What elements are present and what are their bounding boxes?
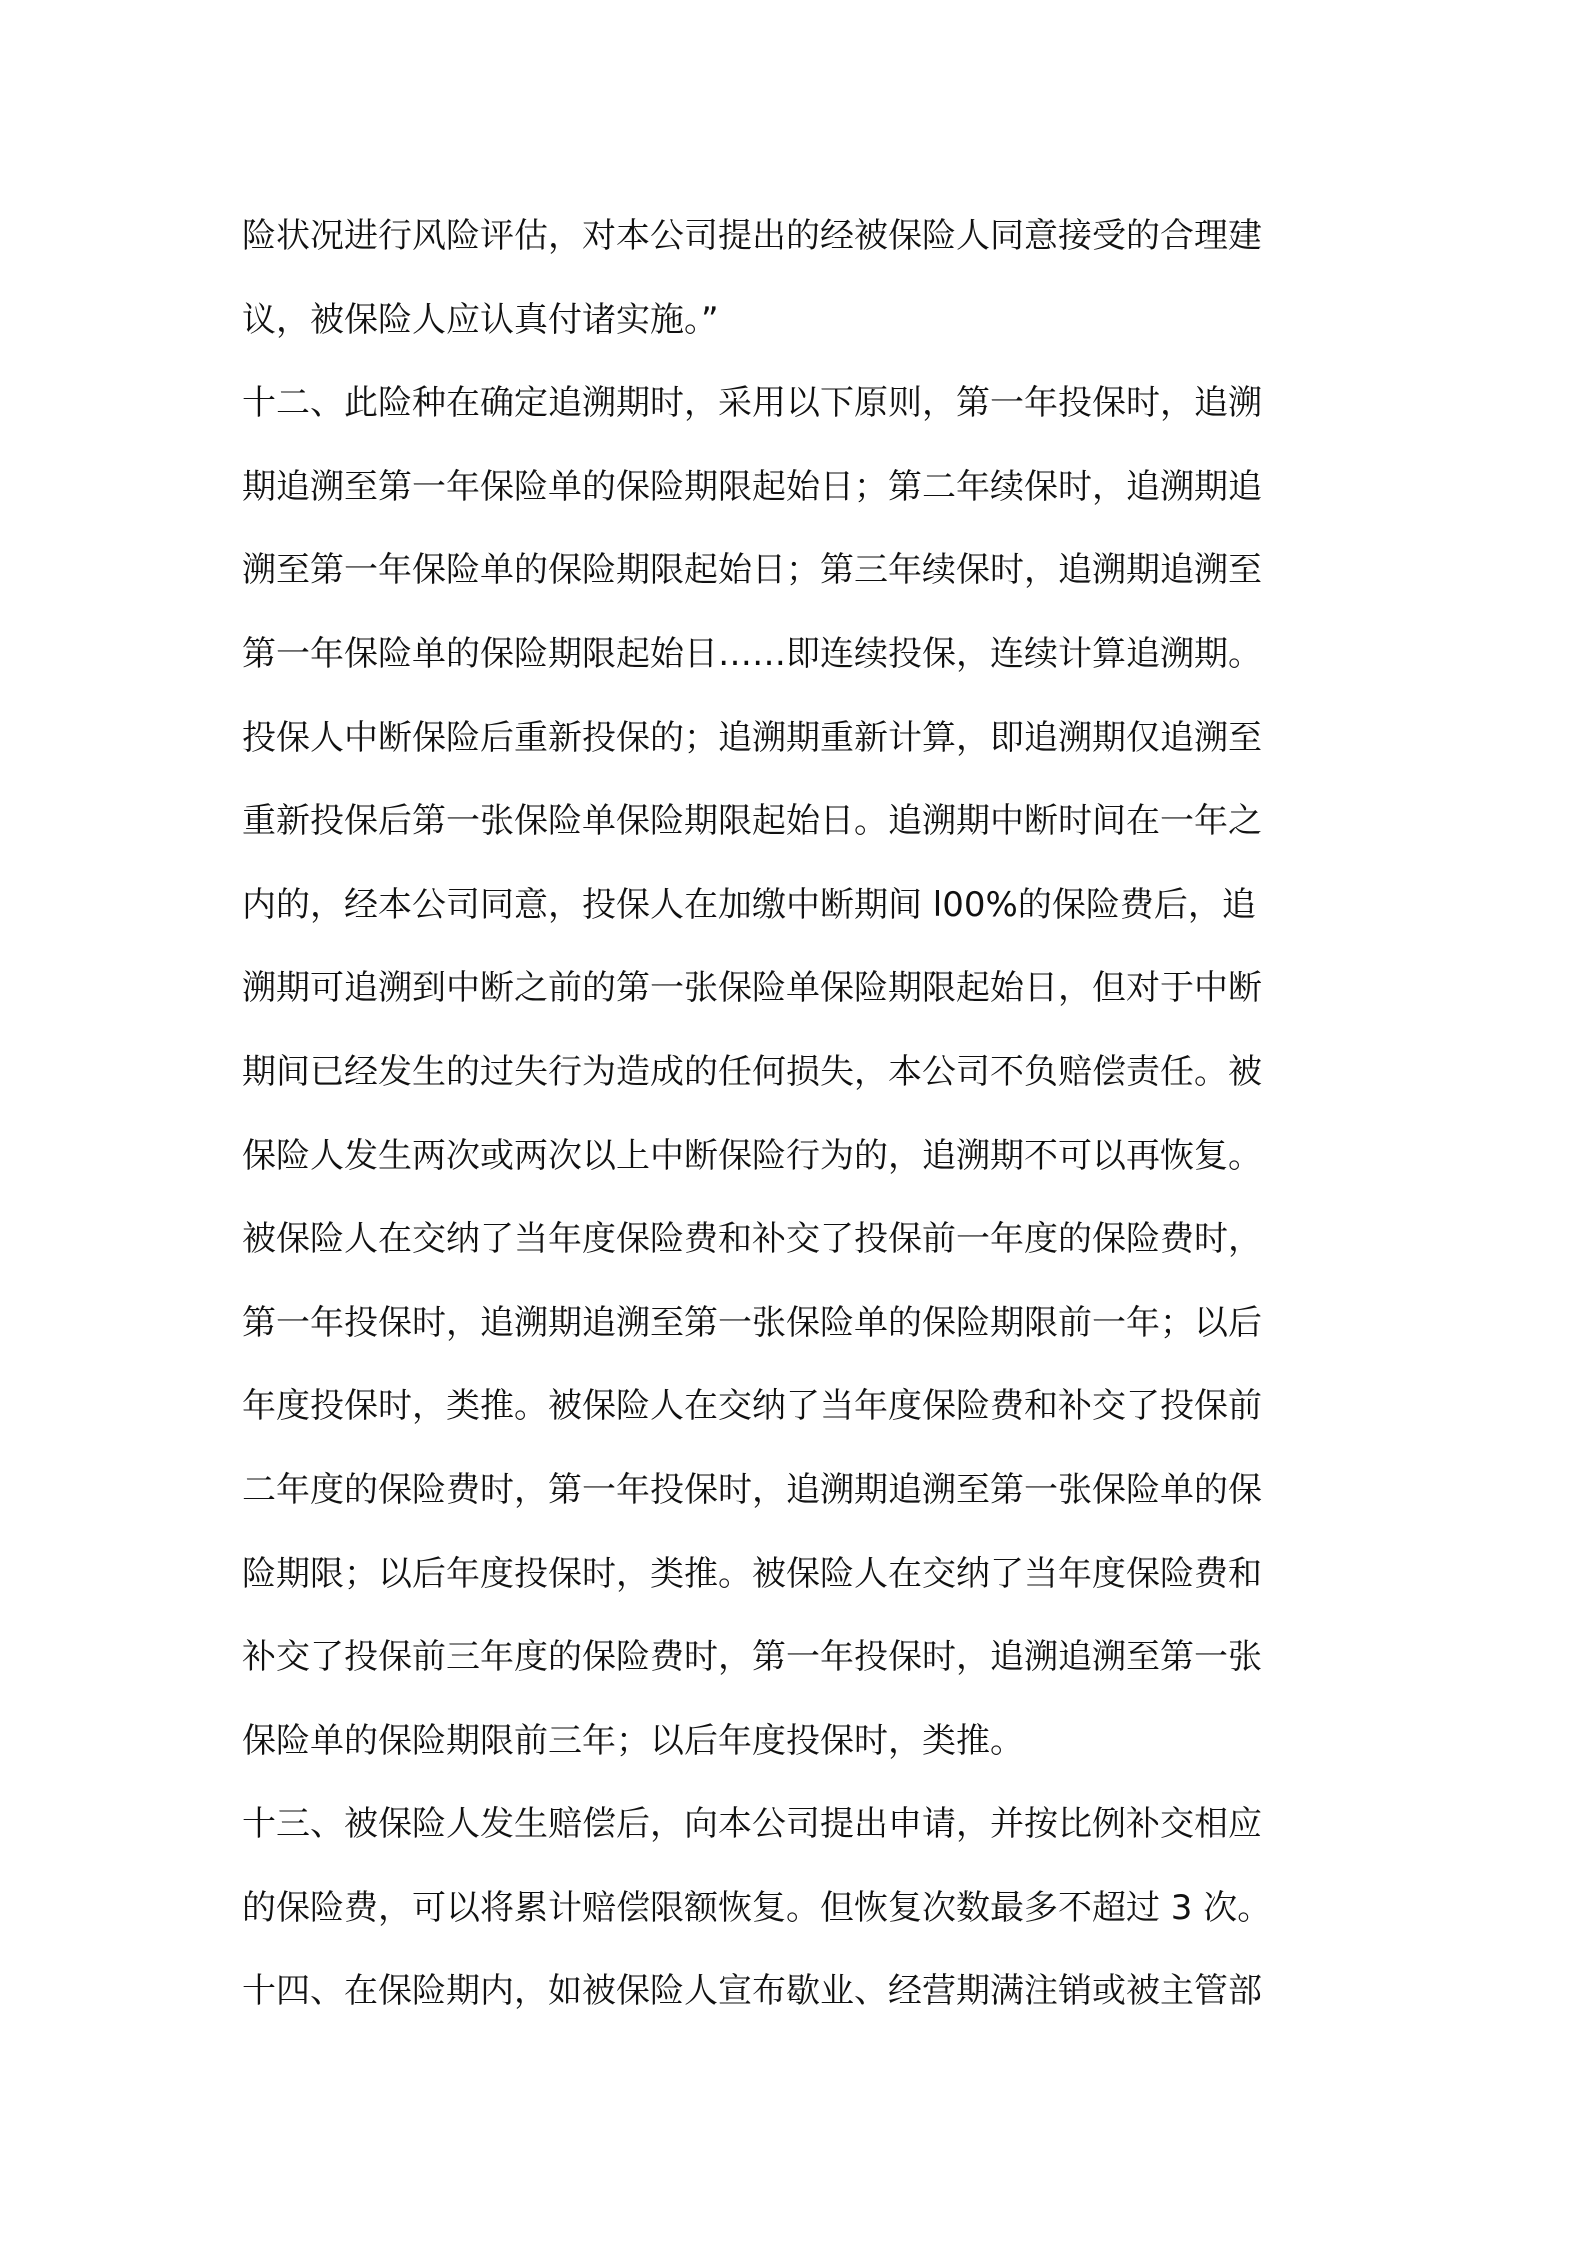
text-line: 溯至第一年保险单的保险期限起始日；第三年续保时，追溯期追溯至: [242, 550, 1262, 591]
clause-12-heading-line: 十二、此险种在确定追溯期时，采用以下原则，第一年投保时，追溯: [242, 383, 1262, 424]
text-line: 第一年保险单的保险期限起始日……即连续投保，连续计算追溯期。: [242, 633, 1262, 674]
text-line: 险状况进行风险评估，对本公司提出的经被保险人同意接受的合理建: [242, 216, 1262, 256]
text-line: 内的，经本公司同意，投保人在加缴中断期间 l00%的保险费后，追: [242, 884, 1256, 925]
clause-13-heading-line: 十三、被保险人发生赔偿后，向本公司提出申请，并按比例补交相应: [242, 1804, 1262, 1845]
text-line: 年度投保时，类推。被保险人在交纳了当年度保险费和补交了投保前: [242, 1386, 1262, 1427]
text-line: 期间已经发生的过失行为造成的任何损失，本公司不负赔偿责任。被: [242, 1051, 1262, 1092]
text-line: 期追溯至第一年保险单的保险期限起始日；第二年续保时，追溯期追: [242, 466, 1262, 507]
text-line: 保险人发生两次或两次以上中断保险行为的，追溯期不可以再恢复。: [242, 1135, 1262, 1176]
text-line: 险期限；以后年度投保时，类推。被保险人在交纳了当年度保险费和: [242, 1553, 1262, 1594]
text-line: 被保险人在交纳了当年度保险费和补交了投保前一年度的保险费时，: [242, 1219, 1262, 1260]
text-line: 保险单的保险期限前三年；以后年度投保时，类推。: [242, 1720, 1024, 1761]
clause-14-heading-line: 十四、在保险期内，如被保险人宣布歇业、经营期满注销或被主管部: [242, 1971, 1262, 2012]
text-line: 补交了投保前三年度的保险费时，第一年投保时，追溯追溯至第一张: [242, 1637, 1262, 1678]
text-line: 第一年投保时，追溯期追溯至第一张保险单的保险期限前一年；以后: [242, 1302, 1262, 1343]
text-line: 重新投保后第一张保险单保险期限起始日。追溯期中断时间在一年之: [242, 801, 1262, 842]
text-line: 的保险费，可以将累计赔偿限额恢复。但恢复次数最多不超过 3 次。: [242, 1887, 1272, 1928]
text-line: 溯期可追溯到中断之前的第一张保险单保险期限起始日，但对于中断: [242, 968, 1262, 1009]
text-line: 投保人中断保险后重新投保的；追溯期重新计算，即追溯期仅追溯至: [242, 717, 1262, 758]
document-body: [242, 195, 1352, 2034]
text-line: 议，被保险人应认真付诸实施。”: [242, 299, 719, 340]
text-line: 二年度的保险费时，第一年投保时，追溯期追溯至第一张保险单的保: [242, 1469, 1262, 1510]
